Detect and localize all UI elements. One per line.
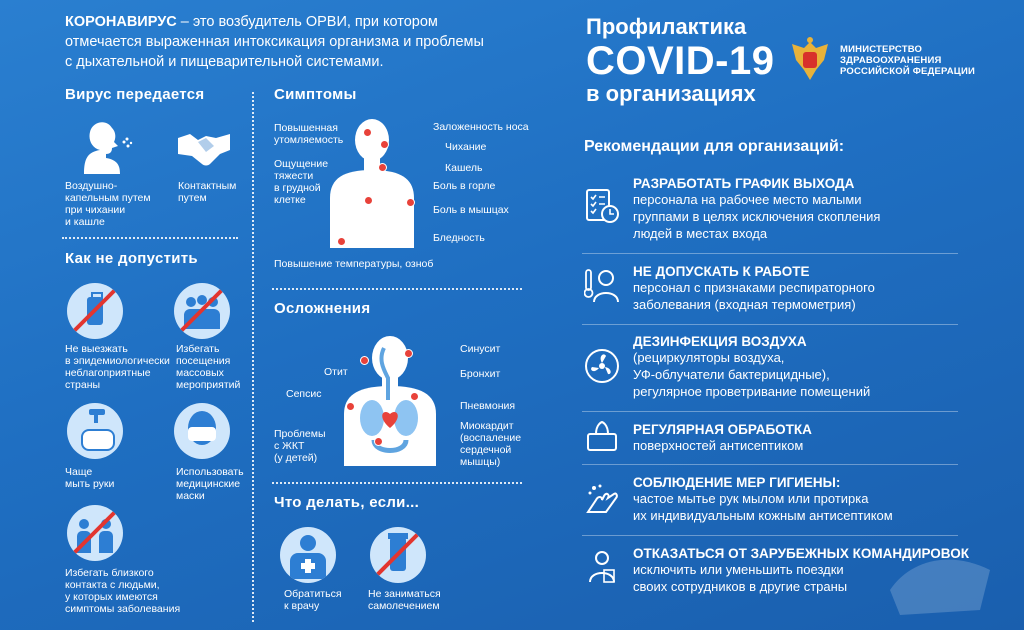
- checklist-clock-icon: [584, 188, 620, 224]
- header-line1: Профилактика: [586, 14, 747, 39]
- complication-point-gi: [374, 437, 383, 446]
- intro-bold: КОРОНАВИРУС: [65, 14, 177, 30]
- complication-point-blood: [346, 402, 355, 411]
- complication-gi: Проблемы с ЖКТ (у детей): [274, 428, 326, 464]
- rec-6: ОТКАЗАТЬСЯ ОТ ЗАРУБЕЖНЫХ КОМАНДИРОВОК исключить или уменьшить поездки своих сотрудников в другие страны: [633, 546, 969, 594]
- handshake-icon: [176, 128, 232, 168]
- prevent-item-4: Использовать медицинские маски: [176, 466, 244, 502]
- no-close-contact-icon: [67, 505, 123, 561]
- prevent-item-2: Избегать посещения массовых мероприятий: [176, 343, 241, 391]
- contact-label: Контактным путем: [178, 180, 237, 204]
- header-title: [586, 14, 775, 106]
- complication-point-lungs: [410, 392, 419, 401]
- prevent-title: Как не допустить: [65, 250, 198, 267]
- medical-mask-icon: [174, 403, 230, 459]
- header-line3: в организациях: [586, 81, 756, 106]
- symptom-nasal-congestion: Заложенность носа: [433, 121, 529, 133]
- coat-of-arms-icon: [788, 36, 832, 82]
- symptom-point-throat: [378, 163, 387, 172]
- wash-hands-icon: [67, 403, 123, 459]
- intro-text: [65, 12, 535, 72]
- doctor-icon: [280, 527, 336, 583]
- divider-mid-2: [272, 482, 522, 484]
- coughing-person-icon: [72, 118, 134, 176]
- symptom-point-arm: [406, 198, 415, 207]
- divider-vertical: [252, 92, 254, 622]
- rec-5: СОБЛЮДЕНИЕ МЕР ГИГИЕНЫ: частое мытье рук мылом или протирка их индивидуальным кожным антисептиком: [633, 475, 893, 523]
- symptoms-title: Симптомы: [274, 86, 357, 103]
- symptom-cough: Кашель: [445, 162, 483, 174]
- rec-4: РЕГУЛЯРНАЯ ОБРАБОТКА поверхностей антисептиком: [633, 422, 812, 453]
- rec-1: РАЗРАБОТАТЬ ГРАФИК ВЫХОДА персонала на рабочее место малыми группами в целях исключения скопления людей в местах входа: [633, 176, 881, 241]
- symptom-fatigue: Повышенная утомляемость: [274, 122, 344, 146]
- rec-2: НЕ ДОПУСКАТЬ К РАБОТЕ персонал с признаками респираторного заболевания (входная термометрия): [633, 264, 875, 312]
- rec-divider-2: [582, 324, 958, 325]
- symptom-temperature: Повышение температуры, озноб: [274, 258, 434, 270]
- airborne-label: Воздушно- капельным путем при чихании и кашле: [65, 180, 151, 228]
- symptom-sneezing: Чихание: [445, 141, 487, 153]
- symptom-chest: Ощущение тяжести в грудной клетке: [274, 158, 329, 206]
- symptom-point-chest: [364, 196, 373, 205]
- prevent-item-3: Чаще мыть руки: [65, 466, 115, 490]
- whattodo-doctor-label: Обратиться к врачу: [284, 588, 342, 612]
- prevent-item-1: Не выезжать в эпидемиологически неблагоприятные страны: [65, 343, 170, 391]
- emblem-watermark-icon: [880, 530, 1000, 620]
- complication-sepsis: Сепсис: [286, 388, 322, 400]
- complication-point-ear: [360, 356, 369, 365]
- transmission-title: Вирус передается: [65, 86, 205, 103]
- rec-divider-1: [582, 253, 958, 254]
- washing-hands-icon: [584, 482, 620, 518]
- header-line2: COVID-19: [586, 39, 775, 83]
- no-travel-icon: [584, 548, 620, 584]
- symptom-point-nose: [380, 140, 389, 149]
- complications-title: Осложнения: [274, 300, 371, 317]
- complication-point-sinus: [404, 349, 413, 358]
- divider-left-1: [62, 237, 238, 239]
- symptom-point-head: [363, 128, 372, 137]
- recs-title: Рекомендации для организаций:: [584, 138, 845, 155]
- complication-otitis: Отит: [324, 366, 348, 378]
- prevent-item-5: Избегать близкого контакта с людьми, у которых имеются симптомы заболевания: [65, 567, 181, 615]
- rec-3: ДЕЗИНФЕКЦИЯ ВОЗДУХА (рециркуляторы воздуха, УФ-облучатели бактерицидные), регулярное проветривание помещений: [633, 334, 871, 399]
- intro-line3: с дыхательной и пищеварительной системами.: [65, 54, 384, 70]
- divider-mid-1: [272, 288, 522, 290]
- intro-line2: отмечается выраженная интоксикация организма и проблемы: [65, 34, 484, 50]
- complication-pneumonia: Пневмония: [460, 400, 516, 412]
- complication-myocarditis: Миокардит (воспаление сердечной мышцы): [460, 420, 522, 468]
- rec-divider-3: [582, 411, 958, 412]
- no-travel-suitcase-icon: [67, 283, 123, 339]
- symptom-point-skin: [337, 237, 346, 246]
- no-crowds-icon: [174, 283, 230, 339]
- rec-divider-4: [582, 464, 958, 465]
- tissue-box-icon: [584, 418, 620, 454]
- whattodo-noself-label: Не заниматься самолечением: [368, 588, 441, 612]
- torso-organs-icon: [340, 330, 440, 466]
- symptom-pallor: Бледность: [433, 232, 485, 244]
- symptom-sore-throat: Боль в горле: [433, 180, 496, 192]
- no-self-medication-icon: [370, 527, 426, 583]
- symptom-muscle-pain: Боль в мышцах: [433, 204, 509, 216]
- ministry-name: МИНИСТЕРСТВО ЗДРАВООХРАНЕНИЯ РОССИЙСКОЙ ФЕДЕРАЦИИ: [840, 44, 976, 77]
- fan-icon: [584, 348, 620, 384]
- whattodo-title: Что делать, если...: [274, 494, 420, 511]
- complication-bronchitis: Бронхит: [460, 368, 501, 380]
- thermometer-person-icon: [584, 266, 620, 302]
- complication-sinusitis: Синусит: [460, 343, 501, 355]
- intro-line1: – это возбудитель ОРВИ, при котором: [176, 14, 438, 30]
